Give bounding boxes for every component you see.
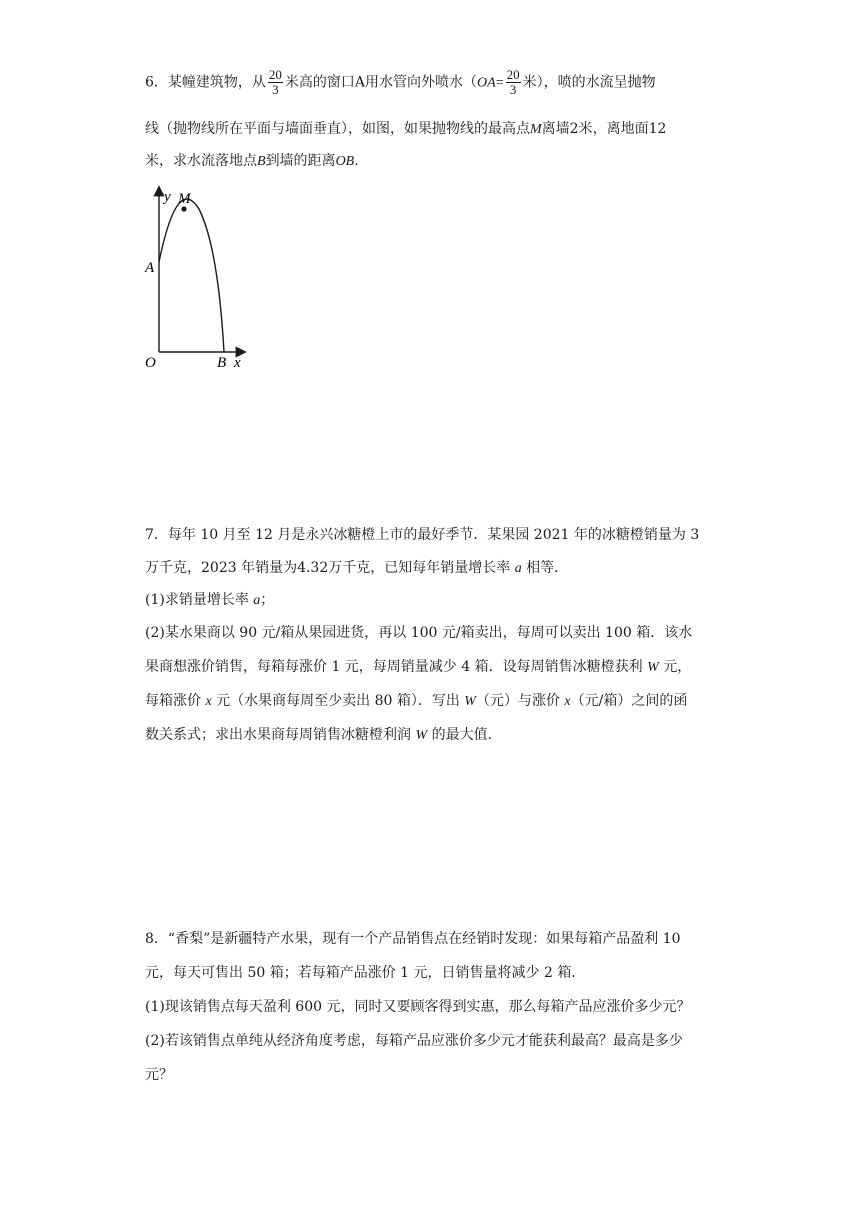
q7-line-5: 果商想涨价销售，每箱每涨价 1 元，每周销量减少 4 箱．设每周销售冰糖橙获利 W 元， — [145, 659, 692, 675]
q6-oa-symbol: OA — [477, 75, 496, 91]
q6-text: 米高的窗口A用水管向外喷水（ — [284, 74, 478, 91]
label-y: y — [164, 189, 171, 205]
q8-line-3: (1)现该销售点每天盈利 600 元，同时又要顾客得到实惠，那么每箱产品应涨价多少元？ — [145, 999, 691, 1015]
q7-line-7: 数关系式；求出水果商每周销售冰糖橙利润 W 的最大值． — [145, 727, 502, 743]
q8-line-4: (2)若该销售点单纯从经济角度考虑，每箱产品应涨价多少元才能获利最高？最高是多少 — [145, 1033, 683, 1049]
label-a: A — [145, 260, 155, 276]
q8-line-1: 8．“香梨”是新疆特产水果，现有一个产品销售点在经销时发现：如果每箱产品盈利 10 — [145, 931, 681, 947]
q6-line-3: 米，求水流落地点B到墙的距离OB. — [145, 153, 359, 169]
q7-line-6: 每箱涨价 x 元（水果商每周至少卖出 80 箱）．写出 W（元）与涨价 x（元/箱）之间的函 — [145, 693, 688, 709]
q8-line-2: 元，每天可售出 50 箱；若每箱产品涨价 1 元，日销售量将减少 2 箱． — [145, 965, 586, 981]
q6-text: 6．某幢建筑物，从 — [145, 74, 266, 91]
label-x: x — [234, 355, 241, 371]
vertex-point — [181, 206, 186, 211]
q7-line-4: (2)某水果商以 90 元/箱从果园进货，再以 100 元/箱卖出，每周可以卖出 100 箱．该水 — [145, 625, 693, 641]
q6-line-1: 6．某幢建筑物，从 $\frac{20}{3}$ 米高的窗口A用水管向外喷水（OA= $\frac{20}{3}$ 米），喷的水流呈抛物 — [145, 67, 656, 97]
q8-line-5: 元？ — [145, 1067, 173, 1083]
q7-line-3: (1)求销量增长率 a； — [145, 592, 275, 608]
fraction-20-over-3: $\frac{20}{3}$ — [506, 67, 520, 97]
label-o: O — [145, 355, 156, 371]
parabola-curve — [159, 199, 224, 352]
q6-line-2: 线（抛物线所在平面与墙面垂直），如图，如果抛物线的最高点M离墙2米，离地面12 — [145, 121, 667, 137]
parabola-figure — [140, 182, 260, 372]
label-b: B — [217, 355, 227, 371]
q7-line-2: 万千克，2023 年销量为4.32万千克，已知每年销量增长率 a 相等． — [145, 560, 569, 576]
q7-line-1: 7．每年 10 月至 12 月是永兴冰糖橙上市的最好季节．某果园 2021 年的冰糖橙销量为 3 — [145, 527, 700, 543]
label-m: M — [178, 191, 191, 207]
fraction-20-over-3: $\frac{20}{3}$ — [268, 67, 282, 97]
q6-text: 米），喷的水流呈抛物 — [522, 74, 656, 91]
